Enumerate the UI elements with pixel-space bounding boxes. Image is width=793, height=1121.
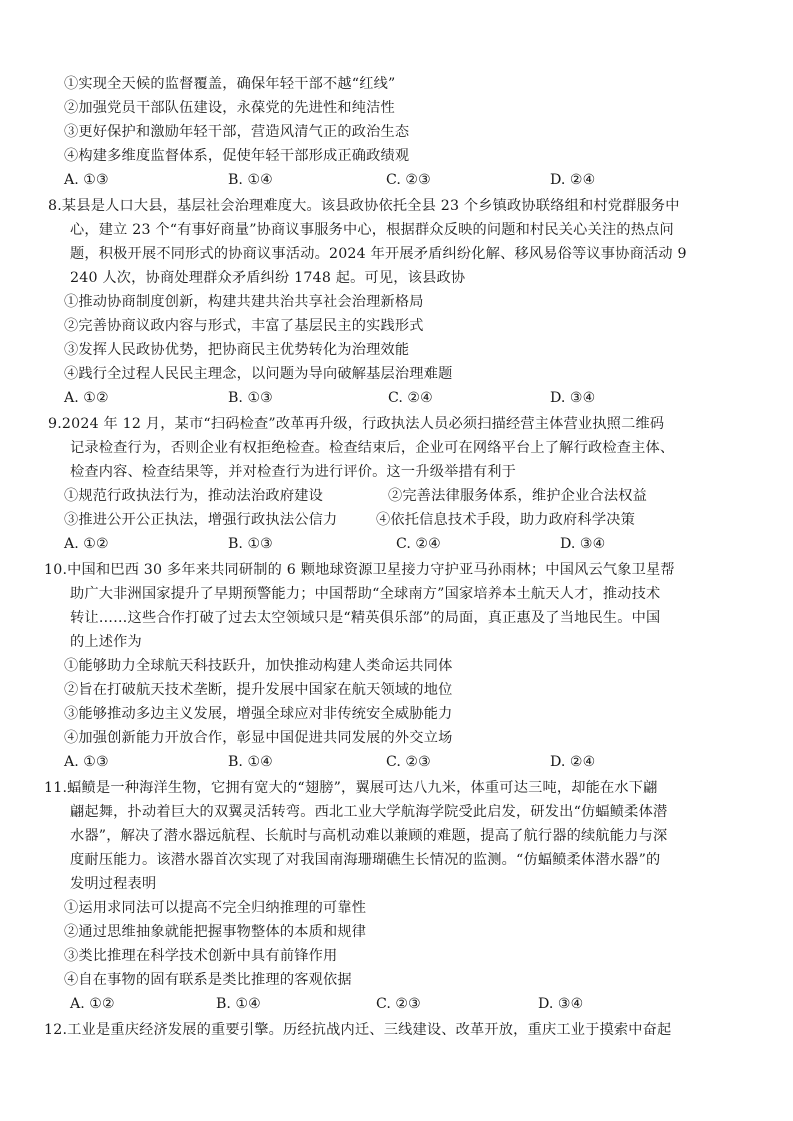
- q8-stem-line-3: 题，积极开展不同形式的协商议事活动。2024 年开展矛盾纠纷化解、移风易俗等议事协商活动 9: [70, 246, 687, 262]
- q11-option-c[interactable]: C. ②③: [376, 996, 421, 1012]
- q9-option-d[interactable]: D. ③④: [560, 536, 606, 552]
- q7-statement-3: ③更好保护和激励年轻干部，营造风清气正的政治生态: [64, 124, 410, 140]
- q9-statement-4: ④依托信息技术手段，助力政府科学决策: [376, 512, 635, 528]
- q9-stem-line-1: 9.2024 年 12 月，某市“扫码检查”改革再升级，行政执法人员必须扫描经营主体营业执照二维码: [48, 416, 665, 432]
- q8-option-d[interactable]: D. ③④: [550, 390, 596, 406]
- q10-statement-2: ②旨在打破航天技术垄断，提升发展中国家在航天领域的地位: [64, 682, 453, 698]
- q9-statement-3: ③推进公开公正执法，增强行政执法公信力: [64, 512, 338, 528]
- q12-stem-line-1: 12.工业是重庆经济发展的重要引擎。历经抗战内迁、三线建设、改革开放，重庆工业于摸索中奋起: [44, 1022, 672, 1038]
- q10-statement-1: ①能够助力全球航天科技跃升，加快推动构建人类命运共同体: [64, 658, 453, 674]
- q8-stem-line-1: 8.某县是人口大县，基层社会治理难度大。该县政协依托全县 23 个乡镇政协联络组和村党群服务中: [48, 198, 680, 214]
- q7-statement-2: ②加强党员干部队伍建设，永葆党的先进性和纯洁性: [64, 100, 395, 116]
- q8-stem-line-2: 心，建立 23 个“有事好商量”协商议事服务中心，根据群众反映的问题和村民关心关注的热点问: [70, 222, 674, 238]
- q8-statement-2: ②完善协商议政内容与形式，丰富了基层民主的实践形式: [64, 318, 424, 334]
- q11-statement-1: ①运用求同法可以提高不完全归纳推理的可靠性: [64, 900, 367, 916]
- q11-option-b[interactable]: B. ①④: [216, 996, 261, 1012]
- q10-option-a[interactable]: A. ①③: [64, 754, 109, 770]
- q9-stem-line-3: 检查内容、检查结果等，并对检查行为进行评价。这一升级举措有利于: [70, 464, 517, 480]
- q10-statement-3: ③能够推动多边主义发展，增强全球应对非传统安全威胁能力: [64, 706, 453, 722]
- q8-option-a[interactable]: A. ①②: [64, 390, 109, 406]
- q11-statement-2: ②通过思维抽象就能把握事物整体的本质和规律: [64, 924, 367, 940]
- q9-option-c[interactable]: C. ②④: [396, 536, 441, 552]
- q7-option-b[interactable]: B. ①④: [228, 172, 273, 188]
- q9-statement-2: ②完善法律服务体系，维护企业合法权益: [388, 488, 647, 504]
- q11-statement-3: ③类比推理在科学技术创新中具有前锋作用: [64, 948, 338, 964]
- q7-option-a[interactable]: A. ①③: [64, 172, 109, 188]
- q7-option-d[interactable]: D. ②④: [550, 172, 596, 188]
- q10-stem-line-4: 的上述作为: [70, 634, 142, 650]
- q11-stem-line-1: 11.蝠鲼是一种海洋生物，它拥有宽大的“翅膀”，翼展可达八九米，体重可达三吨，却能在水下翩: [44, 780, 658, 796]
- q11-stem-line-5: 发明过程表明: [70, 876, 157, 892]
- q7-option-c[interactable]: C. ②③: [386, 172, 431, 188]
- q8-statement-3: ③发挥人民政协优势，把协商民主优势转化为治理效能: [64, 342, 410, 358]
- q10-option-d[interactable]: D. ②④: [550, 754, 596, 770]
- q10-stem-line-1: 10.中国和巴西 30 多年来共同研制的 6 颗地球资源卫星接力守护亚马孙雨林；中国风云气象卫星帮: [44, 562, 675, 578]
- q9-statement-1: ①规范行政执法行为，推动法治政府建设: [64, 488, 323, 504]
- q10-option-c[interactable]: C. ②③: [386, 754, 431, 770]
- q8-option-b[interactable]: B. ①③: [228, 390, 273, 406]
- q8-statement-4: ④践行全过程人民民主理念，以问题为导向破解基层治理难题: [64, 366, 453, 382]
- q11-option-a[interactable]: A. ①②: [70, 996, 115, 1012]
- q7-statement-1: ①实现全天候的监督覆盖，确保年轻干部不越“红线”: [64, 76, 396, 92]
- q9-option-b[interactable]: B. ①③: [228, 536, 273, 552]
- q8-stem-line-4: 240 人次，协商处理群众矛盾纠纷 1748 起。可见，该县政协: [70, 270, 466, 286]
- q11-stem-line-2: 翩起舞，扑动着巨大的双翼灵活转弯。西北工业大学航海学院受此启发，研发出“仿蝠鲼柔体潜: [70, 804, 668, 820]
- q9-stem-line-2: 记录检查行为，否则企业有权拒绝检查。检查结束后，企业可在网络平台上了解行政检查主体、: [70, 440, 675, 456]
- q10-stem-line-2: 助广大非洲国家提升了早期预警能力；中国帮助“全球南方”国家培养本土航天人才，推动技术: [70, 586, 661, 602]
- q11-stem-line-3: 水器”，解决了潜水器远航程、长航时与高机动难以兼顾的难题，提高了航行器的续航能力与深: [70, 828, 668, 844]
- q8-option-c[interactable]: C. ②④: [388, 390, 433, 406]
- q11-stem-line-4: 度耐压能力。该潜水器首次实现了对我国南海珊瑚礁生长情况的监测。“仿蝠鲼柔体潜水器”的: [70, 852, 661, 868]
- q11-statement-4: ④自在事物的固有联系是类比推理的客观依据: [64, 972, 352, 988]
- q10-option-b[interactable]: B. ①④: [228, 754, 273, 770]
- q9-option-a[interactable]: A. ①②: [64, 536, 109, 552]
- q7-statement-4: ④构建多维度监督体系，促使年轻干部形成正确政绩观: [64, 148, 410, 164]
- q10-stem-line-3: 转让……这些合作打破了过去太空领域只是“精英俱乐部”的局面，真正惠及了当地民生。中国: [70, 610, 661, 626]
- q10-statement-4: ④加强创新能力开放合作，彰显中国促进共同发展的外交立场: [64, 730, 453, 746]
- q8-statement-1: ①推动协商制度创新，构建共建共治共享社会治理新格局: [64, 294, 424, 310]
- q11-option-d[interactable]: D. ③④: [538, 996, 584, 1012]
